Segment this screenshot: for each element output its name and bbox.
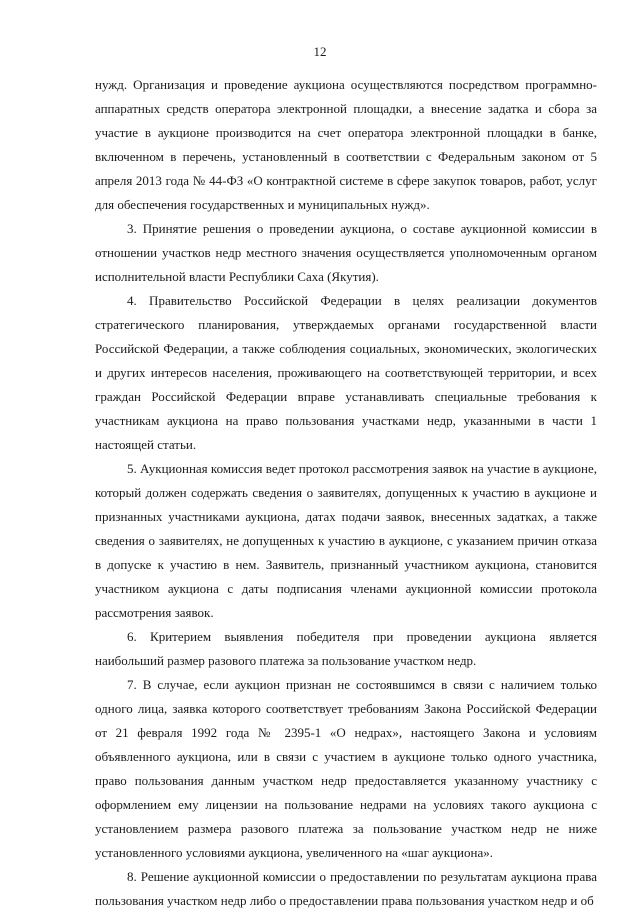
- document-body: [95, 73, 597, 913]
- paragraph-item-8: 8. Решение аукционной комиссии о предоставлении по результатам аукциона права пользования участком недр либо о предоставлении права пользования участком недр и об: [95, 869, 597, 908]
- page-number: 12: [313, 44, 327, 59]
- paragraph-item-5: 5. Аукционная комиссия ведет протокол рассмотрения заявок на участие в аукционе, который должен содержать сведения о заявителях, допущенных к участию в аукционе и признанных участниками аукциона, датах подачи заявок, внесенных задатках, а также сведения о заявителях, не допущенных к участию в аукционе, с указанием причин отказа в допуске к участию в нем. Заявитель, признанный участником аукциона, становится участником аукциона с даты подписания членами аукционной комиссии протокола рассмотрения заявок.: [95, 461, 597, 620]
- paragraph-item-6: 6. Критерием выявления победителя при проведении аукциона является наибольший размер разового платежа за пользование участком недр.: [95, 629, 597, 668]
- paragraph-item-7: 7. В случае, если аукцион признан не состоявшимся в связи с наличием только одного лица, заявка которого соответствует требованиям Закона Российской Федерации от 21 февраля 1992 года № 2395-1 «О недрах», настоящего Закона и условиям объявленного аукциона, или в связи с участием в аукционе только одного участника, право пользования данным участком недр предоставляется указанному участнику с оформлением ему лицензии на пользование недрами на условиях такого аукциона с установлением размера разового платежа за пользование участком недр не ниже установленного условиями аукциона, увеличенного на «шаг аукциона».: [95, 677, 597, 860]
- paragraph-item-4: 4. Правительство Российской Федерации в целях реализации документов стратегического планирования, утверждаемых органами государственной власти Российской Федерации, а также соблюдения социальных, экономических, экологических и других интересов населения, проживающего на соответствующей территории, и всех граждан Российской Федерации вправе устанавливать специальные требования к участникам аукциона на право пользования участками недр, указанными в части 1 настоящей статьи.: [95, 293, 597, 452]
- paragraph-continuation: нужд. Организация и проведение аукциона осуществляются посредством программно-аппаратных средств оператора электронной площадки, а внесение задатка и сбора за участие в аукционе производится на счет оператора электронной площадки в банке, включенном в перечень, установленный в соответствии с Федеральным законом от 5 апреля 2013 года № 44-ФЗ «О контрактной системе в сфере закупок товаров, работ, услуг для обеспечения государственных и муниципальных нужд».: [95, 77, 597, 212]
- paragraph-item-3: 3. Принятие решения о проведении аукциона, о составе аукционной комиссии в отношении участков недр местного значения осуществляется уполномоченным органом исполнительной власти Республики Саха (Якутия).: [95, 221, 597, 284]
